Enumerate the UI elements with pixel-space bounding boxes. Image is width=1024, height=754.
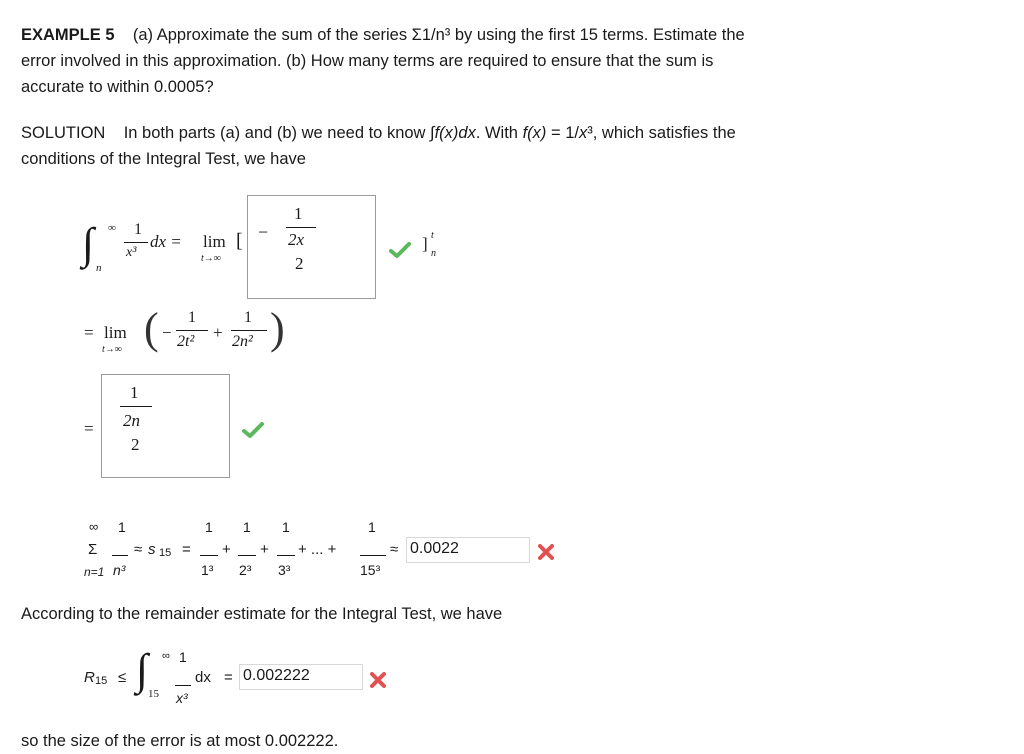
integral-lim-sub: t→∞	[201, 253, 221, 264]
sum-dots: + ... +	[298, 541, 337, 558]
sum-answer-value: 0.0022	[410, 540, 459, 557]
result-num: 1	[130, 383, 139, 402]
limit-rparen: )	[270, 304, 285, 353]
integral-frac-line	[124, 242, 148, 243]
remainder-frac-line	[175, 685, 191, 686]
cutoff-text: so the size of the error is at most 0.002222.	[21, 732, 339, 750]
sum-s: s	[148, 541, 156, 558]
limit-minus: −	[162, 323, 172, 342]
eval-bracket: ]	[422, 234, 428, 253]
integral-num: 1	[134, 221, 142, 238]
result-frac-line	[120, 406, 152, 407]
result-eq: =	[84, 419, 94, 438]
solution-text-e: = 1/	[546, 124, 579, 142]
limit-eq: =	[84, 323, 94, 342]
limit-term2-num: 1	[244, 309, 252, 326]
antiderivative-num: 1	[294, 204, 303, 223]
term3-den: 3³	[278, 562, 291, 578]
remainder-text: According to the remainder estimate for the Integral Test, we have	[21, 605, 503, 623]
term2-num: 1	[243, 519, 251, 535]
remainder-R-sub: 15	[95, 675, 108, 687]
solution-text-2: conditions of the Integral Test, we have	[21, 150, 306, 168]
term2-den: 2³	[239, 562, 252, 578]
antiderivative-minus: −	[258, 222, 269, 242]
solution-label: SOLUTION	[21, 124, 106, 142]
sum-top: ∞	[89, 519, 99, 534]
solution-text-f: x	[578, 124, 588, 142]
example-text-2: error involved in this approximation. (b) How many terms are required to ensure that the sum is	[21, 52, 714, 70]
sum-s-sub: 15	[159, 547, 172, 559]
limit-term2-den: 2n²	[232, 333, 253, 350]
sum-eq: =	[182, 541, 191, 558]
sum-approx-2: ≈	[390, 541, 399, 558]
sum-num: 1	[118, 519, 126, 535]
cross-icon	[369, 671, 387, 689]
example-text-3: accurate to within 0.0005?	[21, 78, 214, 96]
solution-line-1	[21, 120, 736, 146]
eval-bottom: n	[431, 248, 436, 259]
integral-lim: lim	[203, 232, 226, 251]
limit-term1-num: 1	[188, 309, 196, 326]
remainder-answer-input[interactable]	[239, 664, 363, 690]
example-line-1	[21, 22, 745, 48]
remainder-dx: dx	[195, 669, 211, 686]
remainder-integral-sign: ∫	[136, 645, 149, 694]
remainder-eq: =	[224, 669, 233, 686]
term1-frac-line	[200, 555, 218, 556]
eval-top: t	[431, 230, 434, 241]
result-den: 2n	[123, 411, 140, 430]
term1-den: 1³	[201, 562, 214, 578]
check-icon	[242, 421, 264, 439]
limit-lim: lim	[104, 323, 127, 342]
solution-text-a: In both parts (a) and (b) we need to know ∫	[123, 124, 435, 142]
solution-text-c: . With	[475, 124, 523, 142]
plus-1: +	[222, 541, 231, 558]
solution-text-g: ³, which satisfies the	[587, 124, 736, 142]
remainder-lower: 15	[148, 688, 159, 700]
remainder-leq: ≤	[118, 669, 127, 686]
term2-frac-line	[238, 555, 256, 556]
integral-upper: ∞	[108, 222, 116, 234]
antiderivative-frac-line	[286, 227, 316, 228]
answer-box-antiderivative[interactable]	[247, 195, 376, 299]
limit-plus: +	[213, 323, 223, 342]
term1-num: 1	[205, 519, 213, 535]
sum-den: n³	[113, 562, 126, 578]
result-extra: 2	[131, 435, 140, 454]
sum-bottom: n=1	[84, 565, 105, 579]
term3-frac-line	[277, 555, 295, 556]
example-text-1: (a) Approximate the sum of the series Σ1/n³ by using the first 15 terms. Estimate the	[132, 26, 745, 44]
solution-text-d: f(x)	[522, 124, 547, 142]
limit-term1-frac-line	[176, 330, 208, 331]
remainder-upper: ∞	[162, 650, 170, 662]
remainder-R: R	[84, 669, 95, 686]
remainder-num: 1	[179, 649, 187, 665]
limit-term1-den: 2t²	[177, 333, 195, 350]
solution-text-b: f(x)dx	[434, 124, 476, 142]
integral-lower: n	[96, 262, 102, 274]
check-icon	[389, 241, 411, 259]
term15-den: 15³	[360, 562, 381, 578]
antiderivative-den: 2x	[288, 230, 305, 249]
remainder-den: x³	[176, 690, 188, 706]
sum-frac-line	[112, 555, 128, 556]
cross-icon	[537, 543, 555, 561]
term15-frac-line	[360, 555, 386, 556]
antiderivative-extra: 2	[295, 254, 304, 273]
sum-approx: ≈	[134, 541, 143, 558]
limit-lparen: (	[144, 304, 159, 353]
limit-term2-frac-line	[231, 330, 267, 331]
remainder-answer-value: 0.002222	[243, 667, 310, 684]
term15-num: 1	[368, 519, 376, 535]
integral-dx: dx =	[150, 232, 182, 251]
integral-bracket-open: [	[236, 230, 243, 252]
limit-lim-sub: t→∞	[102, 344, 122, 355]
sum-sigma: Σ	[88, 541, 98, 558]
sum-answer-input[interactable]	[406, 537, 530, 563]
term3-num: 1	[282, 519, 290, 535]
integral-sign: ∫	[82, 219, 95, 268]
integral-den: x³	[126, 245, 137, 260]
plus-2: +	[260, 541, 269, 558]
answer-box-result[interactable]	[101, 374, 230, 478]
example-label: EXAMPLE 5	[21, 26, 115, 44]
